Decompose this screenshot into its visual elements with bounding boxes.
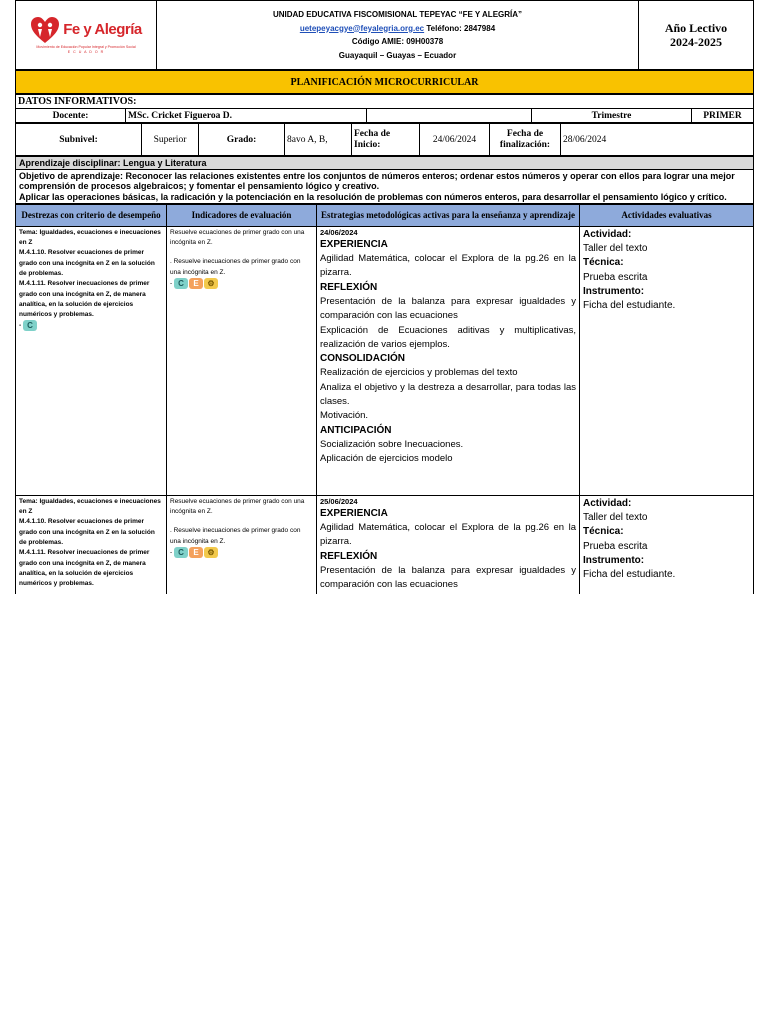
destreza-cell bbox=[16, 495, 167, 594]
amie-code: Código AMIE: 09H00378 bbox=[351, 37, 444, 46]
instrumento-label: Instrumento: bbox=[583, 555, 645, 566]
document-title: PLANIFICACIÓN MICROCURRICULAR bbox=[16, 71, 754, 94]
school-city: Guayaquil – Guayas – Ecuador bbox=[338, 50, 457, 60]
destreza-m1: M.4.1.10. Resolver ecuaciones de primer grado con una incógnita en Z en la solución de problemas. bbox=[19, 518, 155, 546]
destreza-cell bbox=[16, 226, 167, 495]
contact-line bbox=[159, 22, 636, 36]
info-table bbox=[15, 94, 754, 123]
indicador-2: . Resuelve inecuaciones de primer grado con una incógnita en Z. bbox=[170, 527, 301, 545]
e-icon: E bbox=[189, 547, 203, 558]
actividad-value: Taller del texto bbox=[583, 512, 648, 524]
indicador-cell bbox=[167, 226, 317, 495]
estrategia-fecha: 25/06/2024 bbox=[320, 496, 358, 506]
info-table-2 bbox=[15, 123, 754, 156]
column-header-estrategias: Estrategias metodológicas activas para la enseñanza y aprendizaje bbox=[317, 204, 580, 226]
fe-y-alegria-logo bbox=[18, 16, 154, 44]
docente-label: Docente: bbox=[16, 109, 126, 123]
estrategia-heading-anticipacion: ANTICIPACIÓN bbox=[320, 424, 392, 436]
column-header-actividades: Actividades evaluativas bbox=[580, 204, 754, 226]
tecnica-label: Técnica: bbox=[583, 257, 624, 269]
aprendizaje-disciplinar: Aprendizaje disciplinar: Lengua y Literatura bbox=[16, 157, 754, 170]
estrategia-heading-experiencia: EXPERIENCIA bbox=[320, 507, 388, 519]
school-name: UNIDAD EDUCATIVA FISCOMISIONAL TEPEYAC “FE Y ALEGRÍA” bbox=[272, 10, 523, 19]
fecha-fin-value: 28/06/2024 bbox=[561, 124, 754, 156]
year-label: Año Lectivo bbox=[664, 21, 728, 35]
c-icon: C bbox=[174, 547, 188, 558]
estrategia-text: Explicación de Ecuaciones aditivas y multiplicativas, realización de varios ejemplos. bbox=[320, 324, 576, 350]
school-info bbox=[157, 1, 639, 70]
indicador-icons bbox=[170, 278, 313, 290]
actividad-label: Actividad: bbox=[583, 228, 632, 240]
logo-country: E C U A D O R bbox=[67, 49, 105, 54]
estrategia-text: Motivación. bbox=[320, 410, 369, 422]
destreza-prefix: - bbox=[19, 322, 22, 330]
objectives-table bbox=[15, 156, 754, 204]
actividad-cell bbox=[580, 226, 754, 495]
indicador-icons bbox=[170, 547, 313, 559]
info-section-label: DATOS INFORMATIVOS: bbox=[16, 95, 754, 109]
fecha-inicio-label: Fecha de Inicio: bbox=[352, 124, 420, 156]
estrategia-text: Agilidad Matemática, colocar el Explora de la pg.26 en la pizarra. bbox=[320, 522, 576, 548]
indicador-1: Resuelve ecuaciones de primer grado con una incógnita en Z. bbox=[170, 228, 305, 247]
estrategia-text: Analiza el objetivo y la destreza a desarrollar, para todas las clases. bbox=[320, 381, 576, 408]
estrategia-cell bbox=[317, 226, 580, 495]
estrategia-text: Aplicación de ejercicios modelo bbox=[320, 453, 453, 465]
grado-value: 8avo A, B, bbox=[285, 124, 352, 156]
estrategia-text: Realización de ejercicios y problemas del texto bbox=[320, 367, 518, 379]
tecnica-value: Prueba escrita bbox=[583, 540, 648, 552]
estrategia-text: Agilidad Matemática, colocar el Explora de la pg.26 en la pizarra. bbox=[320, 253, 576, 279]
tecnica-label: Técnica: bbox=[583, 526, 624, 538]
hearts-logo-icon bbox=[30, 16, 60, 44]
docente-value: MSc. Cricket Figueroa D. bbox=[126, 109, 367, 123]
destreza-m2: M.4.1.11. Resolver inecuaciones de primer grado con una incógnita en Z, de manera analítica, en la solución de ejercicios numéricos y problemas. bbox=[19, 549, 150, 588]
c-icon: C bbox=[174, 278, 188, 289]
trimestre-label: Trimestre bbox=[532, 109, 692, 123]
school-year bbox=[639, 1, 754, 70]
column-header-destrezas: Destrezas con criterio de desempeño bbox=[16, 204, 167, 226]
estrategia-heading-reflexion: REFLEXIÓN bbox=[320, 281, 378, 293]
indicador-prefix: - bbox=[170, 280, 173, 288]
indicador-2: . Resuelve inecuaciones de primer grado con una incógnita en Z. bbox=[170, 258, 301, 276]
indicador-cell bbox=[167, 495, 317, 594]
actividad-cell bbox=[580, 495, 754, 594]
grado-label: Grado: bbox=[199, 124, 285, 156]
estrategia-heading-consolidacion: CONSOLIDACIÓN bbox=[320, 353, 405, 365]
instrumento-label: Instrumento: bbox=[583, 286, 645, 297]
instrumento-value: Ficha del estudiante. bbox=[583, 300, 676, 312]
planning-document bbox=[15, 0, 754, 594]
subnivel-value: Superior bbox=[142, 124, 199, 156]
c-icon: C bbox=[23, 320, 37, 331]
brain-gear-icon: ⚙ bbox=[204, 547, 218, 558]
instrumento-value: Ficha del estudiante. bbox=[583, 569, 676, 581]
empty-cell bbox=[367, 109, 532, 123]
objetivo-text-1: Objetivo de aprendizaje: Reconocer las relaciones existentes entre los conjuntos de números enteros; ordenar estos números y operar con ellos para lograr una mejor comprensión de procesos algebraicos; y fomentar el pensamiento lógico y creativo. bbox=[19, 171, 735, 192]
estrategia-heading-experiencia: EXPERIENCIA bbox=[320, 238, 388, 250]
year-value: 2024-2025 bbox=[670, 35, 722, 49]
subnivel-label: Subnivel: bbox=[16, 124, 142, 156]
table-row bbox=[16, 495, 754, 594]
document-header bbox=[15, 0, 754, 70]
fecha-inicio-value: 24/06/2024 bbox=[420, 124, 490, 156]
destreza-m2: M.4.1.11. Resolver inecuaciones de primer grado con una incógnita en Z, de manera analítica, en la solución de ejercicios numéricos y problemas. bbox=[19, 280, 150, 319]
destreza-m1: M.4.1.10. Resolver ecuaciones de primer grado con una incógnita en Z en la solución de problemas. bbox=[19, 249, 155, 277]
title-table bbox=[15, 70, 754, 94]
logo-cell bbox=[16, 1, 157, 70]
fecha-fin-label: Fecha de finalización: bbox=[490, 124, 561, 156]
objetivo-aprendizaje bbox=[16, 170, 754, 204]
estrategia-heading-reflexion: REFLEXIÓN bbox=[320, 550, 378, 562]
trimestre-value: PRIMER bbox=[692, 109, 754, 123]
planning-table bbox=[15, 204, 754, 594]
estrategia-fecha: 24/06/2024 bbox=[320, 227, 358, 237]
brain-gear-icon: ⚙ bbox=[204, 278, 218, 289]
objetivo-text-2: Aplicar las operaciones básicas, la radicación y la potenciación en la resolución de problemas con números enteros, para desarrollar el pensamiento lógico y crítico. bbox=[19, 191, 727, 202]
estrategia-text: Presentación de la balanza para expresar igualdades y comparación con las ecuaciones bbox=[320, 565, 576, 591]
logo-text: Fe y Alegría bbox=[63, 21, 142, 38]
indicador-prefix: - bbox=[170, 549, 173, 557]
actividad-label: Actividad: bbox=[583, 497, 632, 509]
indicador-1: Resuelve ecuaciones de primer grado con una incógnita en Z. bbox=[170, 497, 305, 516]
table-row bbox=[16, 226, 754, 495]
estrategia-text: Presentación de la balanza para expresar igualdades y comparación con las ecuaciones bbox=[320, 296, 576, 322]
tecnica-value: Prueba escrita bbox=[583, 271, 648, 283]
school-email-link[interactable]: uetepeyacgye@feyalegria.org.ec bbox=[299, 23, 425, 33]
estrategia-text: Socialización sobre Inecuaciones. bbox=[320, 438, 464, 450]
school-phone: Teléfono: 2847984 bbox=[426, 23, 496, 33]
column-header-indicadores: Indicadores de evaluación bbox=[167, 204, 317, 226]
tema-text: Tema: Igualdades, ecuaciones e inecuaciones en Z bbox=[19, 497, 161, 516]
estrategia-cell bbox=[317, 495, 580, 594]
tema-text: Tema: Igualdades, ecuaciones e inecuaciones en Z bbox=[19, 228, 161, 247]
destreza-icons bbox=[19, 320, 163, 332]
logo-subtext: Movimiento de Educación Popular Integral y Promoción Social bbox=[36, 44, 136, 49]
actividad-value: Taller del texto bbox=[583, 243, 648, 255]
e-icon: E bbox=[189, 278, 203, 289]
